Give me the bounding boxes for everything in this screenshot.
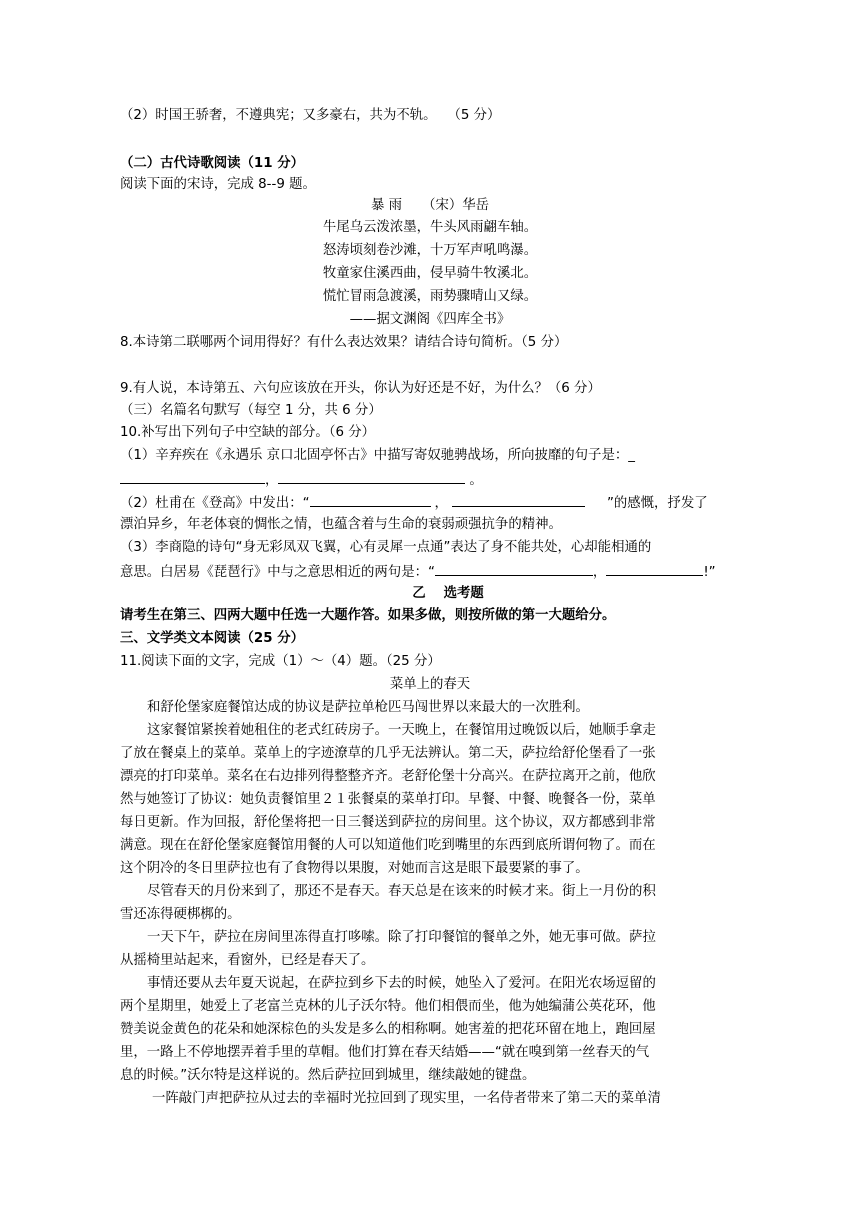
story-paragraph: 这家餐馆紧挨着她租住的老式红砖房子。一天晚上，在餐馆用过晚饭以后，她顺手拿走 <box>147 723 656 738</box>
answer-blank[interactable] <box>452 493 585 507</box>
poem-source: ——据文渊阁《四库全书》 <box>349 312 511 327</box>
poem-line: 牛尾乌云泼浓墨，牛头风雨翩车轴。 <box>322 220 538 235</box>
part-yi-heading: 乙 选考题 <box>412 586 484 601</box>
story-line: 两个星期里，她爱上了老富兰克林的儿子沃尔特。他们相偎而坐，他为她编蒲公英花环，他 <box>120 999 656 1014</box>
story-paragraph: 一阵敲门声把萨拉从过去的幸福时光拉回到了现实里，一名侍者带来了第二天的菜单清 <box>152 1091 661 1106</box>
story-line: 漂亮的打印菜单。菜名在右边排列得整整齐齐。老舒伦堡十分高兴。在萨拉离开之前，他欣 <box>120 769 656 784</box>
story-line: 里，一路上不停地摆弄着手里的草帽。他们打算在春天结婚——“就在嗅到第一丝春天的气 <box>120 1045 650 1060</box>
story-line: 从摇椅里站起来，看窗外，已经是春天了。 <box>120 953 375 968</box>
story-paragraph: 尽管春天的月份来到了，那还不是春天。春天总是在该来的时候才来。街上一月份的积 <box>147 884 656 899</box>
poem-line: 牧童家住溪西曲，侵早骑牛牧溪北。 <box>322 266 538 281</box>
poem-line: 怒涛顷刻卷沙滩，十万军声吼鸣瀑。 <box>322 243 538 258</box>
story-paragraph: 事情还要从去年夏天说起，在萨拉到乡下去的时候，她坠入了爱河。在阳光农场逗留的 <box>147 976 656 991</box>
question-10-1: （1）辛弃疾在《永遇乐 京口北固亭怀古》中描写寄奴驰骋战场，所向披靡的句子是：_ <box>120 448 635 463</box>
story-paragraph: 和舒伦堡家庭餐馆达成的协议是萨拉单枪匹马闯世界以来最大的一次胜利。 <box>147 700 589 715</box>
selection-instruction: 请考生在第三、四两大题中任选一大题作答。如果多做，则按所做的第一大题给分。 <box>120 608 616 623</box>
question-11: 11.阅读下面的文字，完成（1）～（4）题。（25 分） <box>120 654 441 669</box>
story-line: 赞美说金黄色的花朵和她深棕色的头发是多么的相称啊。她害羞的把花环留在地上，跑回屋 <box>120 1022 656 1037</box>
question-10-3-cont: 意思。白居易《琵琶行》中与之意思相近的两句是：“ ， !” <box>120 562 740 582</box>
story-line: 每日更新。作为回报，舒伦堡将把一日三餐送到萨拉的房间里。这个协议，双方都感到非常 <box>120 815 656 830</box>
poem-instruction: 阅读下面的宋诗，完成 8--9 题。 <box>120 177 316 192</box>
question-10-2-cont: 漂泊异乡，年老体衰的惆怅之情，也蕴含着与生命的衰弱顽强抗争的精神。 <box>120 517 562 532</box>
question-7-2: （2）时国王骄奢，不遵典宪；又多豪右，共为不轨。 （5 分） <box>120 108 501 123</box>
poem-title: 暴 雨 （宋）华岳 <box>370 198 490 213</box>
answer-blank[interactable] <box>310 493 431 507</box>
story-title: 菜单上的春天 <box>389 677 471 692</box>
question-8: 8.本诗第二联哪两个词用得好？有什么表达效果？请结合诗句简析。（5 分） <box>120 335 568 350</box>
question-9: 9.有人说，本诗第五、六句应该放在开头，你认为好还是不好，为什么？（6 分） <box>120 381 601 396</box>
question-10-3: （3）李商隐的诗句“身无彩凤双飞翼，心有灵犀一点通”表达了身不能共处，心却能相通的 <box>120 540 652 555</box>
story-line: 息的时候。”沃尔特是这样说的。然后萨拉回到城里，继续敲她的键盘。 <box>120 1068 536 1083</box>
question-10-1-blanks: ， 。 <box>120 470 740 490</box>
answer-blank[interactable] <box>606 562 703 576</box>
story-line: 满意。现在在舒伦堡家庭餐馆用餐的人可以知道他们吃到嘴里的东西到底所谓何物了。而在 <box>120 838 656 853</box>
question-10: 10.补写出下列句子中空缺的部分。（6 分） <box>120 425 376 440</box>
section-literature-heading: 三、文学类文本阅读（25 分） <box>120 631 304 646</box>
poem-line: 慌忙冒雨急渡溪，雨势骤晴山又绿。 <box>322 289 538 304</box>
answer-blank[interactable] <box>278 470 465 484</box>
story-line: 雪还冻得硬梆梆的。 <box>120 907 241 922</box>
story-paragraph: 一天下午，萨拉在房间里冻得直打哆嗦。除了打印餐馆的餐单之外，她无事可做。萨拉 <box>147 930 656 945</box>
section-poetry-heading: （二）古代诗歌阅读（11 分） <box>120 156 304 171</box>
story-line: 然与她签订了协议：她负责餐馆里２１张餐桌的菜单打印。早餐、中餐、晚餐各一份，菜单 <box>120 792 656 807</box>
question-10-2: （2）杜甫在《登高》中发出：“ ， ”的感慨，抒发了 <box>120 493 740 513</box>
story-line: 这个阴冷的冬日里萨拉也有了食物得以果腹，对她而言这是眼下最要紧的事了。 <box>120 861 589 876</box>
answer-blank[interactable] <box>120 470 265 484</box>
story-line: 了放在餐桌上的菜单。菜单上的字迹潦草的几乎无法辨认。第二天，萨拉给舒伦堡看了一张 <box>120 746 656 761</box>
section-recitation-heading: （三）名篇名句默写（每空 1 分，共 6 分） <box>120 403 382 418</box>
answer-blank[interactable] <box>435 562 593 576</box>
